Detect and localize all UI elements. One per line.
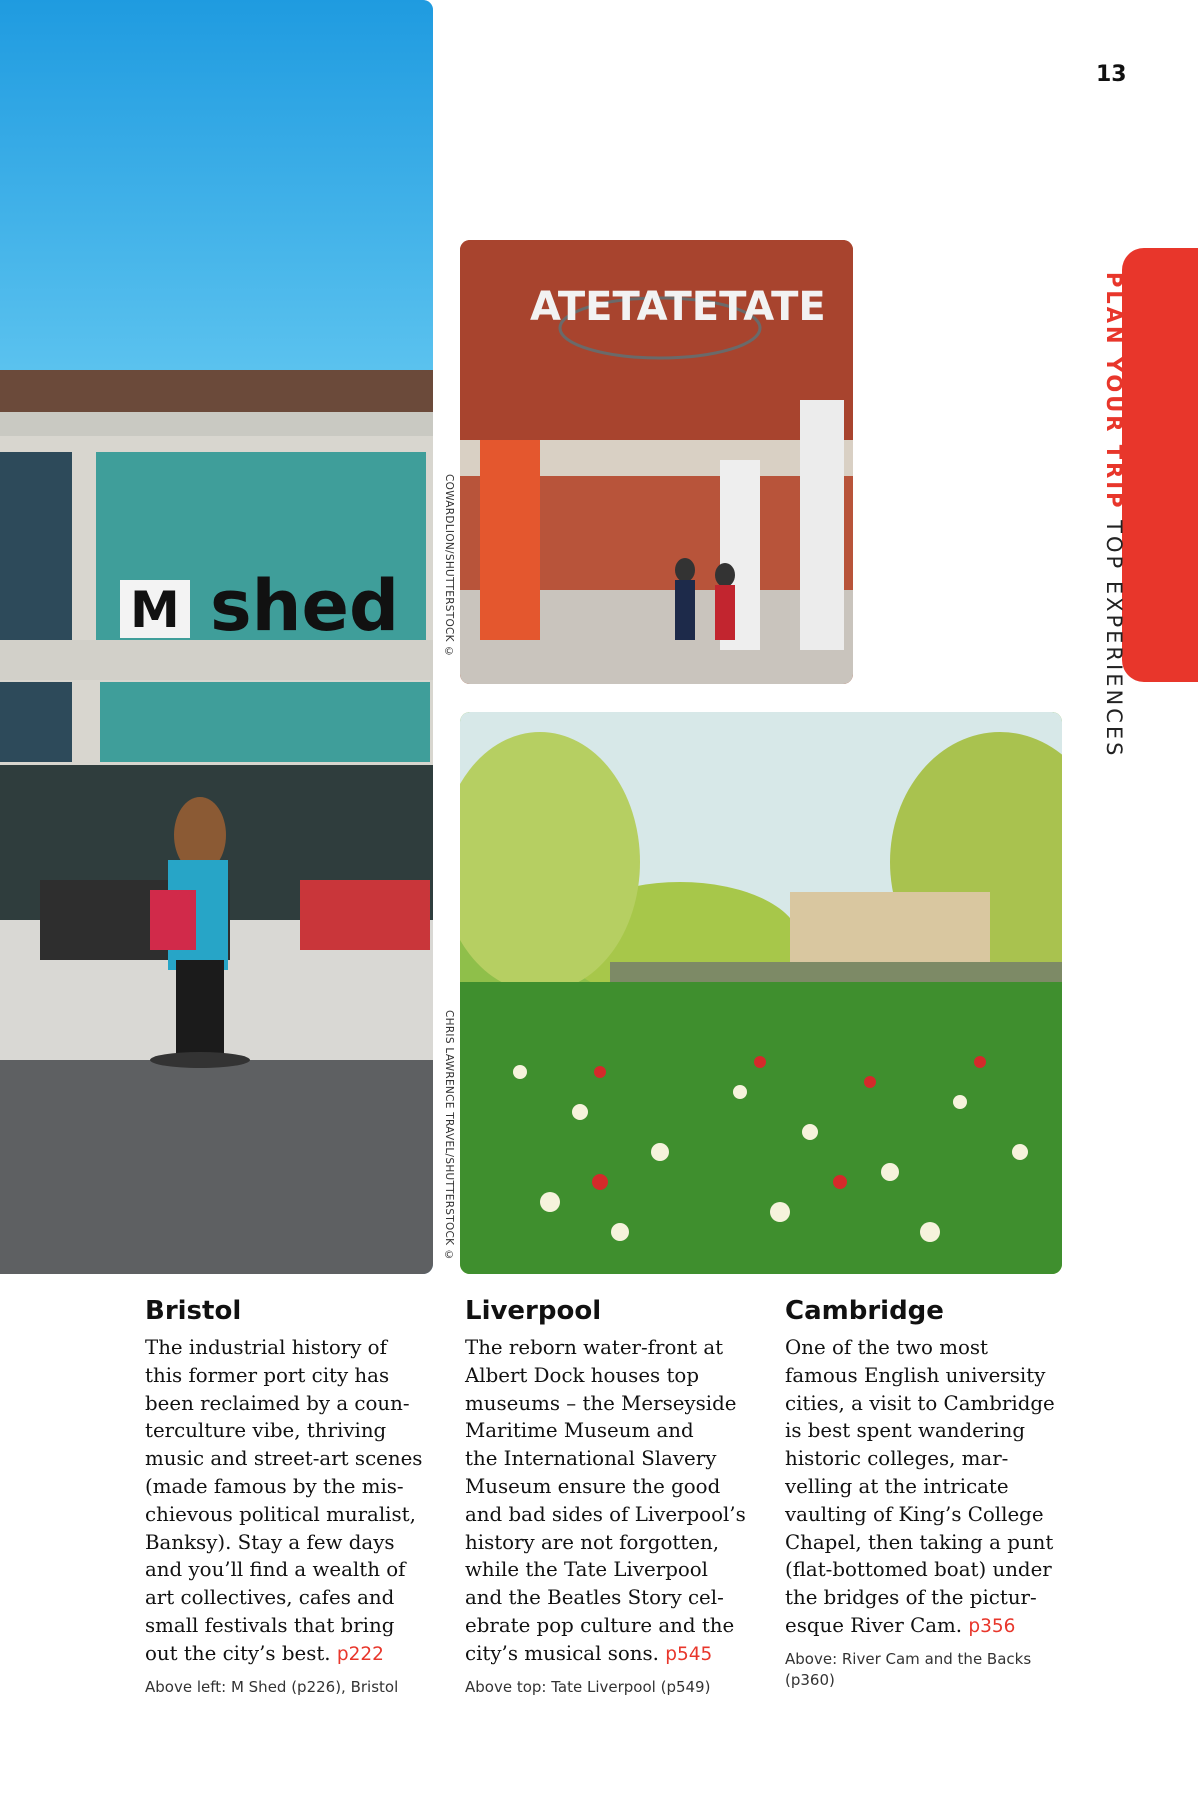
liverpool-page-ref[interactable]: p545 bbox=[665, 1643, 713, 1665]
svg-text:M: M bbox=[130, 581, 180, 639]
bristol-title: Bristol bbox=[145, 1296, 242, 1326]
liverpool-caption: Above top: Tate Liverpool (p549) bbox=[465, 1677, 711, 1696]
liverpool-text: The reborn water-front at Albert Dock houses top museums – the Merseyside Maritime Museum and the International Slavery Museum ensure the good and bad sides of Liverpool’s history are not forgotten, while the Tate Liverpool and the Beatles Story cel- ebrate pop culture and the city’s musical sons. p545 bbox=[465, 1336, 746, 1665]
bristol-photo bbox=[0, 0, 433, 1274]
page-number: 13 bbox=[1096, 62, 1127, 87]
bristol-photo-art bbox=[0, 0, 433, 1274]
section-label bbox=[1102, 272, 1126, 758]
cambridge-photo-art bbox=[460, 712, 1062, 1274]
cambridge-photo-credit: CHRIS LAWRENCE TRAVEL/SHUTTERSTOCK © bbox=[443, 1010, 455, 1262]
bristol-photo-credit: COWARDLION/SHUTTERSTOCK © bbox=[443, 474, 455, 658]
cambridge-page-ref[interactable]: p356 bbox=[968, 1615, 1016, 1637]
section-label-light: TOP EXPERIENCES bbox=[1102, 510, 1126, 759]
cambridge-photo bbox=[460, 712, 1062, 1274]
bristol-column bbox=[145, 1296, 433, 1698]
cambridge-title: Cambridge bbox=[785, 1296, 944, 1326]
tate-sign: ATETATETATE bbox=[530, 284, 826, 330]
bristol-caption: Above left: M Shed (p226), Bristol bbox=[145, 1677, 399, 1696]
tate-photo-art bbox=[460, 240, 853, 684]
section-tab bbox=[1122, 248, 1198, 682]
liverpool-column bbox=[465, 1296, 753, 1698]
cambridge-column bbox=[785, 1296, 1073, 1691]
bristol-page-ref[interactable]: p222 bbox=[336, 1643, 384, 1665]
bristol-text: The industrial history of this former port city has been reclaimed by a coun- terculture vibe, thriving music and street-art scenes (made famous by the mis- chievous political muralist, Banksy). Stay a few days and you’ll find a wealth of art collectives, cafes and small festivals that bring out the city’s best. p222 bbox=[145, 1336, 423, 1665]
cambridge-text: One of the two most famous English university cities, a visit to Cambridge is best spent wandering historic colleges, mar- velling at the intricate vaulting of King’s College Chapel, then taking a punt (flat-bottomed boat) under the bridges of the pictur- esque River Cam. p356 bbox=[785, 1336, 1055, 1637]
tate-liverpool-photo bbox=[460, 240, 853, 684]
section-label-bold: PLAN YOUR TRIP bbox=[1102, 272, 1126, 511]
cambridge-caption: Above: River Cam and the Backs (p360) bbox=[785, 1649, 1032, 1689]
mshed-sign: shed bbox=[210, 565, 400, 647]
liverpool-title: Liverpool bbox=[465, 1296, 602, 1326]
